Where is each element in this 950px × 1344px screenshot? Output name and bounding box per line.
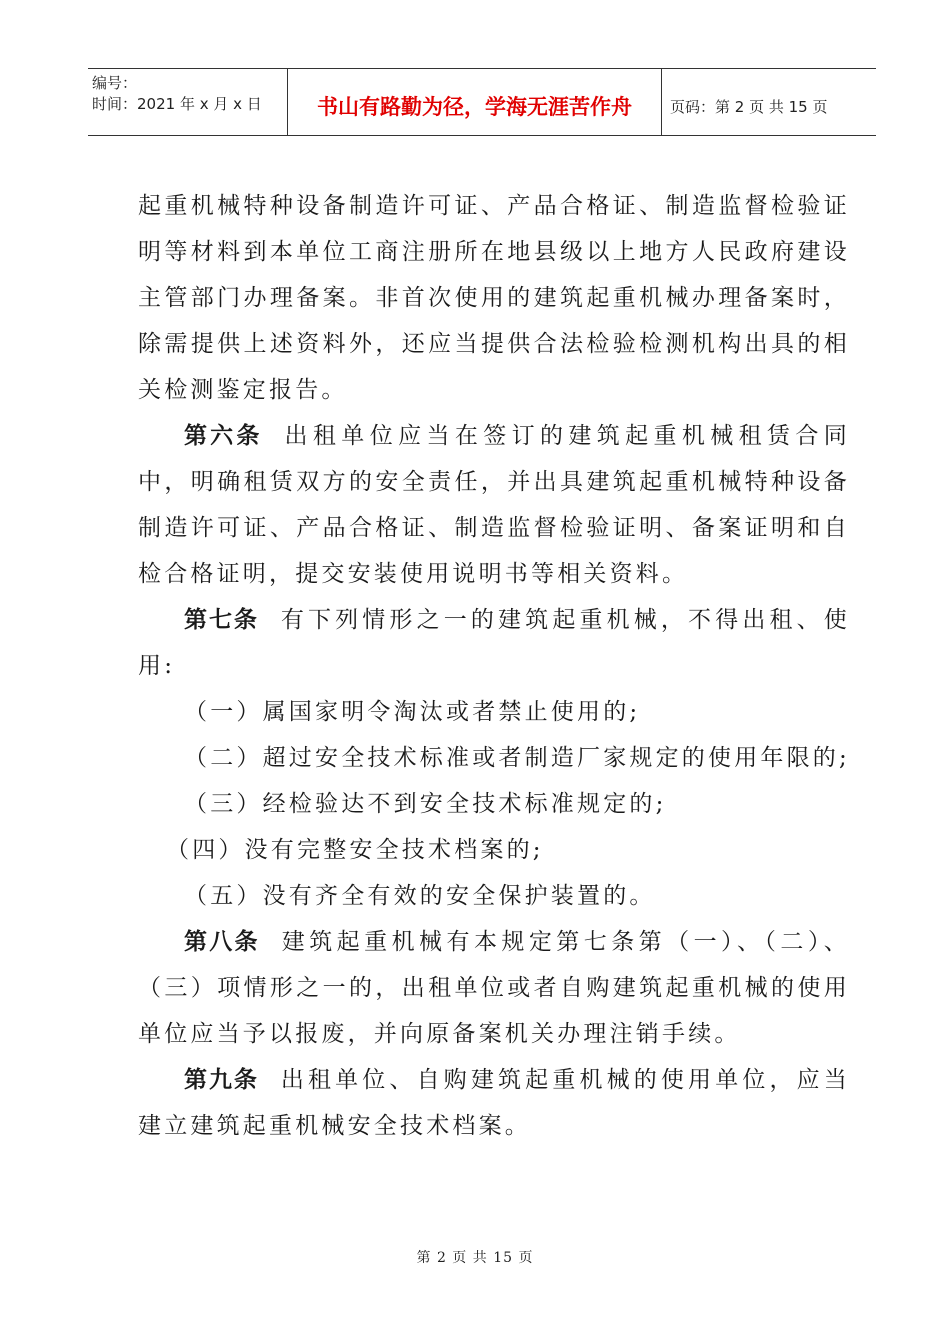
article-8-text: 建筑起重机械有本规定第七条第（一）、（二）、（三）项情形之一的，出租单位或者自购建筑起重机械的使用单位应当予以报废，并向原备案机关办理注销手续。	[138, 929, 850, 1047]
article-7	[138, 597, 850, 689]
header-motto: 书山有路勤为径，学海无涯苦作舟	[288, 69, 662, 135]
serial-label: 编号：	[92, 74, 138, 92]
header-meta	[88, 69, 288, 135]
document-body	[138, 183, 850, 1149]
list-item-2: （二）超过安全技术标准或者制造厂家规定的使用年限的;	[184, 745, 850, 771]
list-item-3: （三）经检验达不到安全技术标准规定的;	[184, 791, 667, 817]
list-item-5: （五）没有齐全有效的安全保护装置的。	[184, 883, 656, 909]
time-label: 时间：2021 年 x 月 x 日	[92, 95, 262, 113]
page-footer: 第 2 页 共 15 页	[416, 1250, 534, 1266]
article-6-text: 出租单位应当在签订的建筑起重机械租赁合同中，明确租赁双方的安全责任，并出具建筑起重机械特种设备制造许可证、产品合格证、制造监督检验证明、备案证明和自检合格证明，提交安装使用说明书等相关资料。	[138, 423, 851, 587]
article-7-title: 第七条	[184, 607, 259, 633]
article-9	[138, 1057, 850, 1149]
header-page-label: 页码：第 2 页 共 15 页	[670, 97, 828, 116]
article-8-title: 第八条	[184, 929, 260, 955]
page-header	[88, 68, 876, 136]
list-item-1: （一）属国家明令淘汰或者禁止使用的;	[184, 699, 641, 725]
article-8	[138, 919, 850, 1057]
article-7-text: 有下列情形之一的建筑起重机械，不得出租、使用:	[138, 607, 850, 679]
list-item-4: （四）没有完整安全技术档案的;	[166, 837, 544, 863]
paragraph-continued: 起重机械特种设备制造许可证、产品合格证、制造监督检验证明等材料到本单位工商注册所在地县级以上地方人民政府建设主管部门办理备案。非首次使用的建筑起重机械办理备案时，除需提供上述资料外，还应当提供合法检验检测机构出具的相关检测鉴定报告。	[138, 193, 850, 403]
article-6-title: 第六条	[184, 423, 263, 449]
article-9-title: 第九条	[184, 1067, 259, 1093]
article-6	[138, 413, 850, 597]
article-9-text: 出租单位、自购建筑起重机械的使用单位，应当建立建筑起重机械安全技术档案。	[138, 1067, 850, 1139]
